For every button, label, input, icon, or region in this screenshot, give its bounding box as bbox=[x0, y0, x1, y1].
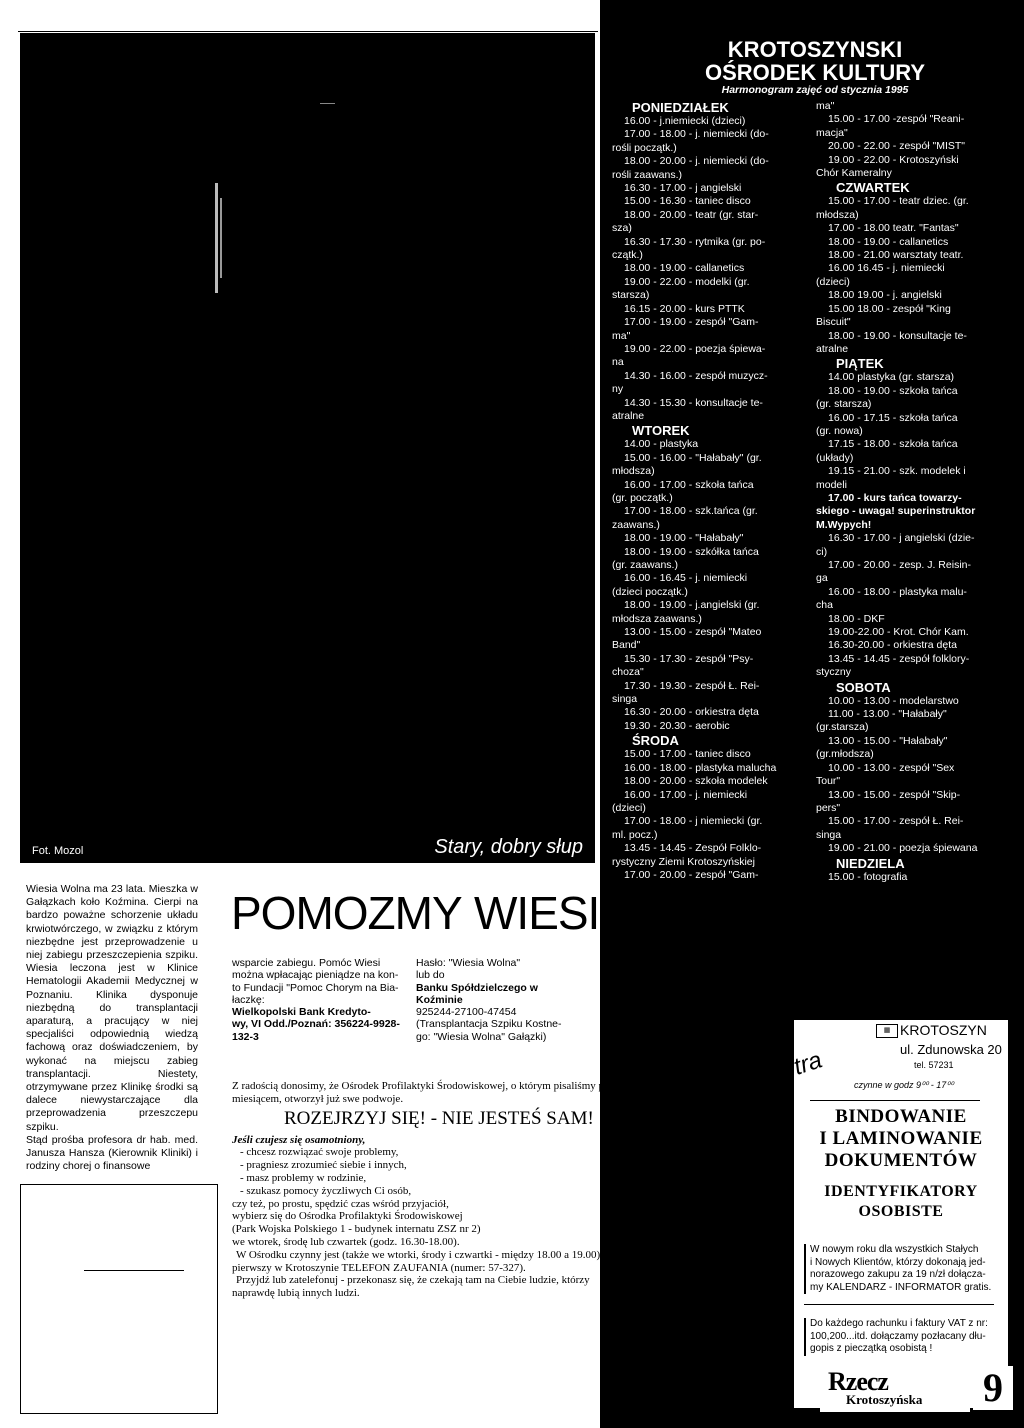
schedule-entry: (dzieci) bbox=[612, 801, 646, 814]
story-line: to Fundacji "Pomoc Chorym na Bia- bbox=[232, 981, 399, 994]
story-paragraph-2: Stąd prośba profesora dr hab. med. Janusza Hansza (Kierownik Kliniki) i rodziny chorej o finansowe bbox=[26, 1133, 198, 1173]
schedule-entry: 15.00 - 17.00 - teatr dziec. (gr. bbox=[828, 195, 969, 208]
story-line: Wielkopolski Bank Kredyto- bbox=[232, 1006, 371, 1019]
page-number: 9 bbox=[973, 1366, 1013, 1410]
schedule-entry: 17.00 - 18.00 teatr. "Fantas" bbox=[828, 222, 959, 235]
schedule-entry: styczny bbox=[816, 666, 852, 679]
ad-promo bbox=[804, 1244, 1010, 1294]
ad-street: ul. Zdunowska 20 bbox=[900, 1042, 1002, 1057]
schedule-entry: 15.00 - 17.00 -zespół "Reani- bbox=[828, 113, 965, 126]
schedule-entry: (gr. starsza) bbox=[816, 398, 872, 411]
schedule-entry: 18.00 - 21.00 warsztaty teatr. bbox=[828, 249, 964, 262]
story-line: 925244-27100-47454 bbox=[416, 1006, 517, 1019]
schedule-entry: (gr.młodsza) bbox=[816, 748, 874, 761]
schedule-entry: singa bbox=[612, 693, 638, 706]
schedule-entry: czątk.) bbox=[612, 249, 643, 262]
schedule-entry: 18.00 19.00 - j. angielski bbox=[828, 289, 942, 302]
notice-line: wybierz się do Ośrodka Profilaktyki Środowiskowej bbox=[232, 1210, 463, 1223]
schedule-entry: 15.00 - 16.30 - taniec disco bbox=[624, 195, 751, 208]
notice-line: - pragniesz zrozumieć siebie i innych, bbox=[240, 1159, 407, 1172]
divider bbox=[84, 1270, 184, 1271]
schedule-entry: 18.00 - 19.00 - konsultacje te- bbox=[828, 329, 967, 342]
ad-promo-line: W nowym roku dla wszystkich Stałych bbox=[810, 1244, 979, 1255]
notice-line: - masz problemy w rodzinie, bbox=[240, 1171, 367, 1184]
schedule-entry: 13.00 - 15.00 - zespół "Mateo bbox=[624, 626, 762, 639]
schedule-entry: ga bbox=[816, 572, 828, 585]
schedule-entry: 10.00 - 13.00 - modelarstwo bbox=[828, 694, 959, 707]
schedule-entry: 16.00 - 16.45 - j. niemiecki bbox=[624, 572, 748, 585]
notice-line: we wtorek, środę lub czwartek (godz. 16.30-18.00). bbox=[232, 1235, 460, 1248]
schedule-entry: 19.00 - 22.00 - modelki (gr. bbox=[624, 275, 750, 288]
schedule-entry: 17.00 - 19.00 - zespół "Gam- bbox=[624, 316, 759, 329]
photo-caption: Stary, dobry słup bbox=[434, 836, 583, 858]
story-headline-right: WIESI bbox=[474, 887, 600, 939]
story-line: wsparcie zabiegu. Pomóc Wiesi bbox=[232, 957, 381, 969]
schedule-entry: rośli zaawans.) bbox=[612, 168, 683, 181]
ad-bindowanie: BINDOWANIE bbox=[835, 1106, 967, 1127]
schedule-entry: 16.15 - 20.00 - kurs PTTK bbox=[624, 302, 745, 315]
schedule-entry: 15.00 - 16.00 - "Hałabały" (gr. bbox=[624, 451, 762, 464]
schedule-entry: choza" bbox=[612, 666, 644, 679]
schedule-entry: 17.00 - kurs tańca towarzy- bbox=[828, 491, 962, 504]
schedule-entry: 18.00 - 20.00 - j. niemiecki (do- bbox=[624, 155, 769, 168]
schedule-entry: Band" bbox=[612, 639, 641, 652]
story-line: lub do bbox=[416, 969, 445, 982]
schedule-entry: 16.30-20.00 - orkiestra dęta bbox=[828, 639, 957, 652]
masthead-title-2: Krotoszyńska bbox=[846, 1392, 923, 1407]
story-line: (Transplantacja Szpiku Kostne- bbox=[416, 1018, 562, 1031]
schedule-entry: Chór Kameralny bbox=[816, 167, 892, 180]
schedule-title-line2: OŚRODEK KULTURY bbox=[705, 60, 925, 85]
frame-box bbox=[20, 1184, 218, 1414]
schedule-entry: 15.00 - fotografia bbox=[828, 870, 908, 883]
notice-headline: ROZEJRZYJ SIĘ! - NIE JESTEŚ SAM! bbox=[284, 1107, 594, 1129]
schedule-entry: (układy) bbox=[816, 451, 854, 464]
schedule-entry: 15.00 - 17.00 - taniec disco bbox=[624, 748, 751, 761]
schedule-entry: modeli bbox=[816, 478, 847, 491]
schedule-column-1 bbox=[612, 100, 807, 882]
notice-line: naprawdę lubią innych ludzi. bbox=[232, 1287, 360, 1300]
schedule-entry: 11.00 - 13.00 - "Hałabały" bbox=[828, 708, 947, 721]
schedule-entry: cha bbox=[816, 599, 833, 612]
ad-promo-line: 100,200...itd. dołączamy pozłacany dłu- bbox=[810, 1330, 986, 1342]
schedule-entry: starsza) bbox=[612, 289, 650, 302]
story-line: łaczkę: bbox=[232, 993, 265, 1006]
ad-laminowanie: I LAMINOWANIE bbox=[819, 1128, 983, 1149]
schedule-entry: młodsza) bbox=[612, 465, 655, 478]
schedule-entry: ml. pocz.) bbox=[612, 828, 658, 841]
story-line: wy, VI Odd./Poznań: 356224-9928- bbox=[232, 1018, 400, 1031]
schedule-entry: 17.00 - 18.00 - j niemiecki (gr. bbox=[624, 815, 763, 828]
schedule-entry: 20.00 - 22.00 - zespół "MIST" bbox=[828, 140, 966, 153]
schedule-entry: atralne bbox=[816, 342, 849, 355]
schedule-entry: 16.00 16.45 - j. niemiecki bbox=[828, 262, 945, 275]
masthead bbox=[820, 1367, 970, 1412]
notice-section bbox=[232, 1080, 780, 1300]
story-line: Banku Spółdzielczego w bbox=[416, 981, 538, 994]
notice-lines bbox=[232, 1146, 780, 1300]
notice-lead: Jeśli czujesz się osamotniony, bbox=[232, 1133, 366, 1146]
story-line: 132-3 bbox=[232, 1030, 259, 1043]
schedule-day-heading: PIĄTEK bbox=[836, 356, 884, 372]
schedule-entry: na bbox=[612, 356, 624, 369]
ad-osobiste: OSOBISTE bbox=[858, 1203, 944, 1220]
schedule-entry: 17.30 - 19.30 - zespół Ł. Rei- bbox=[624, 679, 760, 692]
schedule-entry: 17.00 - 20.00 - zespół "Gam- bbox=[624, 868, 759, 881]
schedule-entry: 17.00 - 20.00 - zesp. J. Reisin- bbox=[828, 559, 971, 571]
story-line: można wpłacając pieniądze na kon- bbox=[232, 969, 399, 982]
story-column-3 bbox=[416, 957, 594, 1043]
notice-line: czy też, po prostu, spędzić czas wśród przyjaciół, bbox=[232, 1197, 449, 1210]
schedule-column-2 bbox=[816, 100, 1016, 884]
notice-intro-2: miesiącem, otworzył już swe podwoje. bbox=[232, 1092, 404, 1105]
schedule-entry: skiego - uwaga! superinstruktor bbox=[816, 505, 976, 518]
schedule-entry: 17.00 - 18.00 - j. niemiecki (do- bbox=[624, 128, 769, 141]
schedule-entry: zaawans.) bbox=[612, 518, 660, 531]
notice-line: pierwszy w Krotoszynie TELEFON ZAUFANIA (numer: 57-327). bbox=[232, 1261, 526, 1274]
photo-credit: Fot. Mozol bbox=[32, 845, 84, 857]
schedule-entry: 19.00 - 21.00 - poezja śpiewana bbox=[828, 842, 978, 855]
schedule-entry: 16.30 - 20.00 - orkiestra dęta bbox=[624, 706, 759, 719]
schedule-entry: 13.45 - 14.45 - zespół folklory- bbox=[828, 652, 970, 665]
schedule-entry: macja" bbox=[816, 126, 848, 139]
schedule-entry: 15.30 - 17.30 - zespół "Psy- bbox=[624, 652, 754, 665]
ad-promo-2 bbox=[804, 1318, 1010, 1356]
story-paragraph-1: Wiesia Wolna ma 23 lata. Mieszka w Gałązkach koło Koźmina. Cierpi na bardzo poważne schorzenie układu krwiotwórczego, w związku z którym niezbędne jest przeprowadzenie u niej zabiegu przeszczepienia szpiku. Wiesia leczona jest w Klinice Hematologii Akademii Medycznej w Poznaniu. Klinika dysponuje niezbędną do transplantacji aparaturą, a pracujący w niej specjaliści odpowiednią wiedzą fachową oraz doświadczeniem, by wykonać na miejscu zabieg transplantacji. Niestety, otrzymywane przez Klinikę środki są dalece niewystarczające dla przeprowadzenia przeszczepu szpiku. bbox=[26, 883, 198, 1133]
ad-dokumentow: DOKUMENTÓW bbox=[824, 1150, 978, 1171]
schedule-entry: 19.00 - 22.00 - poezja śpiewa- bbox=[624, 342, 766, 355]
schedule-entry: 18.00 - 19.00 - "Hałabały" bbox=[624, 532, 744, 545]
schedule-entry: 16.30 - 17.30 - rytmika (gr. po- bbox=[624, 235, 766, 248]
ad-logo-word: tra bbox=[790, 1046, 826, 1081]
notice-line: (Park Wojska Polskiego 1 - budynek internatu ZSZ nr 2) bbox=[232, 1223, 481, 1236]
schedule-entry: ma" bbox=[612, 329, 631, 342]
schedule-subtitle: Harmonogram zajęć od stycznia 1995 bbox=[721, 84, 909, 96]
schedule-entry: 16.00 - 17.00 - szkoła tańca bbox=[624, 478, 754, 491]
story-line: go: "Wiesia Wolna" Gałązki) bbox=[416, 1030, 547, 1043]
schedule-entry: Biscuit" bbox=[816, 316, 851, 329]
schedule-entry: 18.00 - 19.00 - j.angielski (gr. bbox=[624, 599, 760, 612]
schedule-entry: 10.00 - 13.00 - zespół "Sex bbox=[828, 761, 955, 774]
ad-promo-line: norazowego zakupu za 19 n/zł dołącza- bbox=[810, 1269, 986, 1280]
schedule-entry: rystyczny Ziemi Krotoszyńskiej bbox=[612, 855, 755, 868]
schedule-entry: 18.00 - 19.00 - callanetics bbox=[828, 235, 949, 248]
story-line: Hasło: "Wiesia Wolna" bbox=[416, 957, 521, 969]
schedule-entry: (dzieci początk.) bbox=[612, 585, 688, 598]
story-line: Koźminie bbox=[416, 993, 463, 1006]
schedule-entry: 13.00 - 15.00 - zespół "Skip- bbox=[828, 788, 961, 801]
schedule-entry: atralne bbox=[612, 409, 645, 422]
ad-logo-badge: ▦ bbox=[876, 1024, 898, 1038]
schedule-entry: ma" bbox=[816, 100, 835, 112]
masthead-title-1: Rzecz bbox=[828, 1367, 888, 1396]
schedule-entry: singa bbox=[816, 828, 842, 841]
schedule-entry: Tour" bbox=[816, 775, 841, 788]
story-column-1 bbox=[26, 883, 198, 1173]
schedule-entry: 15.00 18.00 - zespół "King bbox=[828, 302, 951, 315]
schedule-entry: 17.00 - 18.00 - szk.tańca (gr. bbox=[624, 505, 758, 518]
schedule-entry: 18.00 - 19.00 - callanetics bbox=[624, 262, 745, 275]
ad-phone: tel. 57231 bbox=[914, 1060, 954, 1070]
schedule-entry: 13.45 - 14.45 - Zespół Folklo- bbox=[624, 842, 762, 855]
schedule-day-heading: WTOREK bbox=[632, 423, 690, 439]
ad-promo-line: gopis z pieczątką osobistą ! bbox=[810, 1343, 933, 1354]
schedule-entry: 16.00 - 17.15 - szkoła tańca bbox=[828, 411, 958, 424]
ad-divider bbox=[810, 1100, 980, 1101]
schedule-entry: 16.00 - j.niemiecki (dzieci) bbox=[624, 115, 746, 127]
ad-promo-line: my KALENDARZ - INFORMATOR gratis. bbox=[810, 1281, 992, 1293]
schedule-entry: 18.00 - 20.00 - szkoła modelek bbox=[624, 775, 768, 788]
schedule-entry: ny bbox=[612, 383, 624, 396]
notice-intro-1: Z radością donosimy, że Ośrodek Profilaktyki Środowiskowej, o którym pisaliśmy przed bbox=[232, 1080, 623, 1092]
schedule-entry: ci) bbox=[816, 545, 828, 558]
schedule-entry: 18.00 - 19.00 - szkoła tańca bbox=[828, 384, 958, 397]
schedule-entry: 14.30 - 16.00 - zespół muzycz- bbox=[624, 369, 768, 382]
schedule-entry: 18.00 - DKF bbox=[828, 612, 885, 625]
schedule-entry: 16.30 - 17.00 - j angielski (dzie- bbox=[828, 532, 975, 545]
schedule-entry: 19.00 - 22.00 - Krotoszyński bbox=[828, 153, 959, 166]
schedule-entry: młodsza zaawans.) bbox=[612, 612, 702, 625]
ad-divider-2 bbox=[804, 1304, 994, 1305]
story-headline-left: POMOZMY bbox=[231, 887, 462, 939]
schedule-entry: (gr.starsza) bbox=[816, 721, 869, 734]
ad-promo-line: i Nowych Klientów, którzy dokonają jed- bbox=[810, 1256, 986, 1268]
schedule-entry: 18.00 - 20.00 - teatr (gr. star- bbox=[624, 208, 759, 221]
schedule-entry: (gr. zaawans.) bbox=[612, 559, 678, 571]
schedule-entry: 16.30 - 17.00 - j angielski bbox=[624, 182, 742, 195]
ad-hours: czynne w godz 9⁰⁰ - 17⁰⁰ bbox=[854, 1080, 954, 1090]
schedule-entry: sza) bbox=[612, 222, 632, 235]
schedule-entry: 16.00 - 18.00 - plastyka malu- bbox=[828, 585, 967, 598]
schedule-day-heading: CZWARTEK bbox=[836, 180, 910, 196]
ad-city: KROTOSZYN bbox=[900, 1022, 987, 1038]
schedule-entry: 14.30 - 15.30 - konsultacje te- bbox=[624, 396, 763, 409]
schedule-entry: 15.00 - 17.00 - zespół Ł. Rei- bbox=[828, 815, 964, 828]
schedule-entry: 19.00-22.00 - Krot. Chór Kam. bbox=[828, 626, 969, 639]
notice-line: Przyjdź lub zatelefonuj - przekonasz się, że czekają tam na Ciebie ludzie, którzy bbox=[236, 1274, 590, 1287]
schedule-entry: 17.15 - 18.00 - szkoła tańca bbox=[828, 438, 958, 451]
photo bbox=[20, 33, 595, 863]
schedule-entry: (dzieci) bbox=[816, 275, 850, 288]
schedule-entry: 16.00 - 17.00 - j. niemiecki bbox=[624, 788, 748, 801]
photo-frame-top bbox=[18, 31, 598, 32]
ad-promo-line: Do każdego rachunku i faktury VAT z nr: bbox=[810, 1318, 988, 1329]
schedule-day-heading: SOBOTA bbox=[836, 679, 891, 695]
schedule-entry: M.Wypych! bbox=[816, 518, 872, 531]
schedule-entry: 19.30 - 20.30 - aerobic bbox=[624, 719, 730, 732]
notice-line: - chcesz rozwiązać swoje problemy, bbox=[240, 1146, 399, 1159]
schedule-day-heading: PONIEDZIAŁEK bbox=[632, 100, 729, 115]
schedule-day-heading: NIEDZIELA bbox=[836, 855, 905, 871]
schedule-entry: młodsza) bbox=[816, 208, 859, 221]
story-column-2 bbox=[232, 957, 422, 1043]
notice-line: - szukasz pomocy życzliwych Ci osób, bbox=[240, 1184, 412, 1197]
notice-line: W Ośrodku czynny jest (także we wtorki, środy i czwartki - między 18.00 a 19.00) bbox=[236, 1248, 601, 1261]
ad-box bbox=[790, 1020, 1008, 1408]
schedule-entry: pers" bbox=[816, 801, 841, 814]
schedule-day-heading: ŚRODA bbox=[632, 733, 679, 749]
schedule-entry: 13.00 - 15.00 - "Hałabały" bbox=[828, 734, 948, 747]
schedule-entry: 18.00 - 19.00 - szkółka tańca bbox=[624, 545, 759, 558]
schedule-title-line1: KROTOSZYNSKI bbox=[727, 37, 903, 62]
schedule-title bbox=[610, 38, 1020, 84]
schedule-entry: 14.00 - plastyka bbox=[624, 438, 699, 451]
schedule-entry: 14.00 plastyka (gr. starsza) bbox=[828, 371, 955, 384]
schedule-entry: 16.00 - 18.00 - plastyka malucha bbox=[624, 761, 777, 774]
schedule-entry: (gr. nowa) bbox=[816, 424, 863, 437]
schedule-entry: (gr. początk.) bbox=[612, 491, 673, 504]
schedule-entry: rośli początk.) bbox=[612, 141, 677, 154]
ad-identyfikatory: IDENTYFIKATORY bbox=[824, 1183, 978, 1200]
schedule-entry: 19.15 - 21.00 - szk. modelek i bbox=[828, 465, 966, 478]
